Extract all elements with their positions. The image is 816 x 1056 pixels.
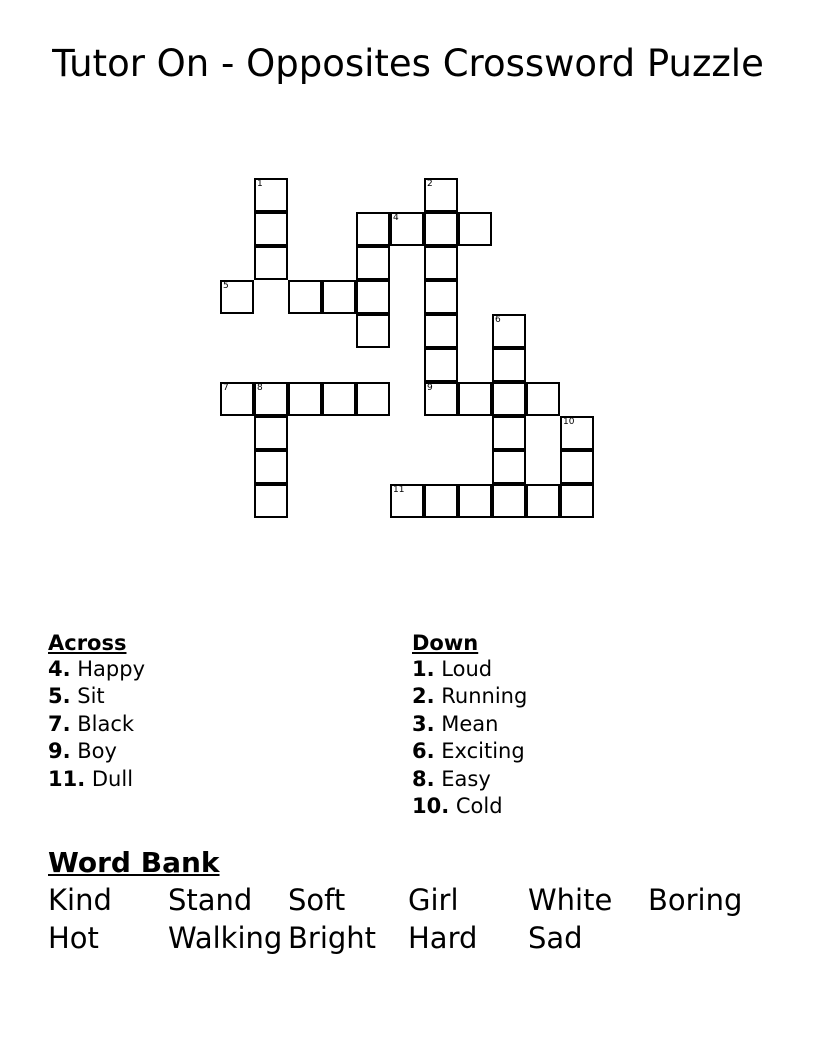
cell-number: 7	[223, 383, 229, 393]
down-heading: Down	[412, 631, 479, 655]
cell-number: 5	[223, 281, 229, 291]
crossword-cell[interactable]	[356, 280, 390, 314]
crossword-cell[interactable]	[288, 280, 322, 314]
across-clue	[48, 738, 388, 765]
down-clue	[412, 711, 752, 738]
word-bank-heading: Word Bank	[48, 846, 220, 879]
crossword-cell[interactable]	[424, 212, 458, 246]
clue-text: Running	[434, 684, 528, 709]
down-clue	[412, 683, 752, 710]
crossword-cell[interactable]	[322, 382, 356, 416]
across-clue	[48, 656, 388, 683]
word-bank-item: Soft	[288, 883, 346, 917]
crossword-cell[interactable]	[254, 212, 288, 246]
crossword-cell[interactable]	[424, 280, 458, 314]
cell-number: 1	[257, 179, 263, 189]
down-clue	[412, 656, 752, 683]
clue-number: 7.	[48, 711, 71, 736]
clue-text: Black	[70, 711, 135, 736]
across-clue	[48, 711, 388, 738]
word-bank-item: Hard	[408, 921, 478, 955]
crossword-cell[interactable]	[424, 348, 458, 382]
clue-text: Loud	[434, 657, 493, 681]
page-title: Tutor On - Opposites Crossword Puzzle	[52, 42, 764, 85]
cell-number: 9	[427, 383, 433, 393]
across-clue	[48, 683, 388, 710]
word-bank-item: Stand	[168, 883, 253, 917]
crossword-cell[interactable]	[458, 484, 492, 518]
down-clue	[412, 766, 752, 793]
crossword-cell[interactable]	[390, 212, 424, 246]
cell-number: 4	[393, 213, 399, 223]
crossword-cell[interactable]	[424, 484, 458, 518]
crossword-cell[interactable]	[526, 484, 560, 518]
crossword-cell[interactable]	[492, 416, 526, 450]
down-clue	[412, 738, 752, 765]
crossword-cell[interactable]	[492, 348, 526, 382]
cell-number: 2	[427, 179, 433, 189]
across-clue	[48, 766, 388, 793]
crossword-cell[interactable]	[254, 416, 288, 450]
crossword-cell[interactable]	[220, 382, 254, 416]
clue-number: 11.	[48, 766, 86, 791]
crossword-cell[interactable]	[492, 450, 526, 484]
crossword-cell[interactable]	[526, 382, 560, 416]
crossword-cell[interactable]	[390, 484, 424, 518]
cell-number: 11	[393, 485, 405, 495]
clue-text: Happy	[70, 657, 146, 681]
crossword-cell[interactable]	[254, 450, 288, 484]
crossword-cell[interactable]	[288, 382, 322, 416]
crossword-cell[interactable]	[492, 382, 526, 416]
clue-number: 10.	[412, 794, 450, 819]
crossword-cell[interactable]	[356, 212, 390, 246]
crossword-cell[interactable]	[356, 246, 390, 280]
clue-number: 4.	[48, 657, 71, 681]
crossword-cell[interactable]	[560, 484, 594, 518]
clue-number: 1.	[412, 657, 435, 681]
crossword-cell[interactable]	[560, 416, 594, 450]
cell-number: 10	[563, 417, 575, 427]
clue-text: Easy	[434, 766, 491, 791]
clue-text: Dull	[85, 766, 134, 791]
crossword-cell[interactable]	[424, 246, 458, 280]
crossword-cell[interactable]	[254, 246, 288, 280]
crossword-cell[interactable]	[254, 178, 288, 212]
clue-text: Exciting	[434, 739, 525, 764]
crossword-cell[interactable]	[424, 178, 458, 212]
cell-number: 6	[495, 315, 501, 325]
word-bank-item: Girl	[408, 883, 459, 917]
cell-number: 8	[257, 383, 263, 393]
crossword-cell[interactable]	[458, 212, 492, 246]
clue-number: 3.	[412, 711, 435, 736]
crossword-cell[interactable]	[254, 382, 288, 416]
clue-number: 8.	[412, 766, 435, 791]
clue-text: Cold	[449, 794, 503, 819]
crossword-cell[interactable]	[424, 382, 458, 416]
word-bank-item: Walking	[168, 921, 283, 955]
word-bank-item: Hot	[48, 921, 99, 955]
crossword-cell[interactable]	[458, 382, 492, 416]
word-bank-item: Sad	[528, 921, 583, 955]
word-bank	[48, 882, 788, 956]
across-heading: Across	[48, 631, 127, 655]
crossword-cell[interactable]	[492, 314, 526, 348]
crossword-cell[interactable]	[254, 484, 288, 518]
clue-number: 9.	[48, 739, 71, 764]
crossword-cell[interactable]	[220, 280, 254, 314]
crossword-cell[interactable]	[322, 280, 356, 314]
clue-text: Boy	[70, 739, 117, 764]
clue-number: 5.	[48, 684, 71, 709]
crossword-cell[interactable]	[356, 314, 390, 348]
across-clues	[48, 630, 388, 793]
word-bank-item: Kind	[48, 883, 112, 917]
word-bank-item: Boring	[648, 883, 743, 917]
word-bank-item: Bright	[288, 921, 377, 955]
down-clues	[412, 630, 752, 820]
clue-text: Sit	[70, 684, 105, 709]
crossword-cell[interactable]	[356, 382, 390, 416]
word-bank-item: White	[528, 883, 613, 917]
clue-text: Mean	[434, 711, 499, 736]
crossword-cell[interactable]	[492, 484, 526, 518]
crossword-cell[interactable]	[424, 314, 458, 348]
clue-number: 2.	[412, 684, 435, 709]
down-clue	[412, 793, 752, 820]
crossword-cell[interactable]	[560, 450, 594, 484]
clue-number: 6.	[412, 739, 435, 764]
